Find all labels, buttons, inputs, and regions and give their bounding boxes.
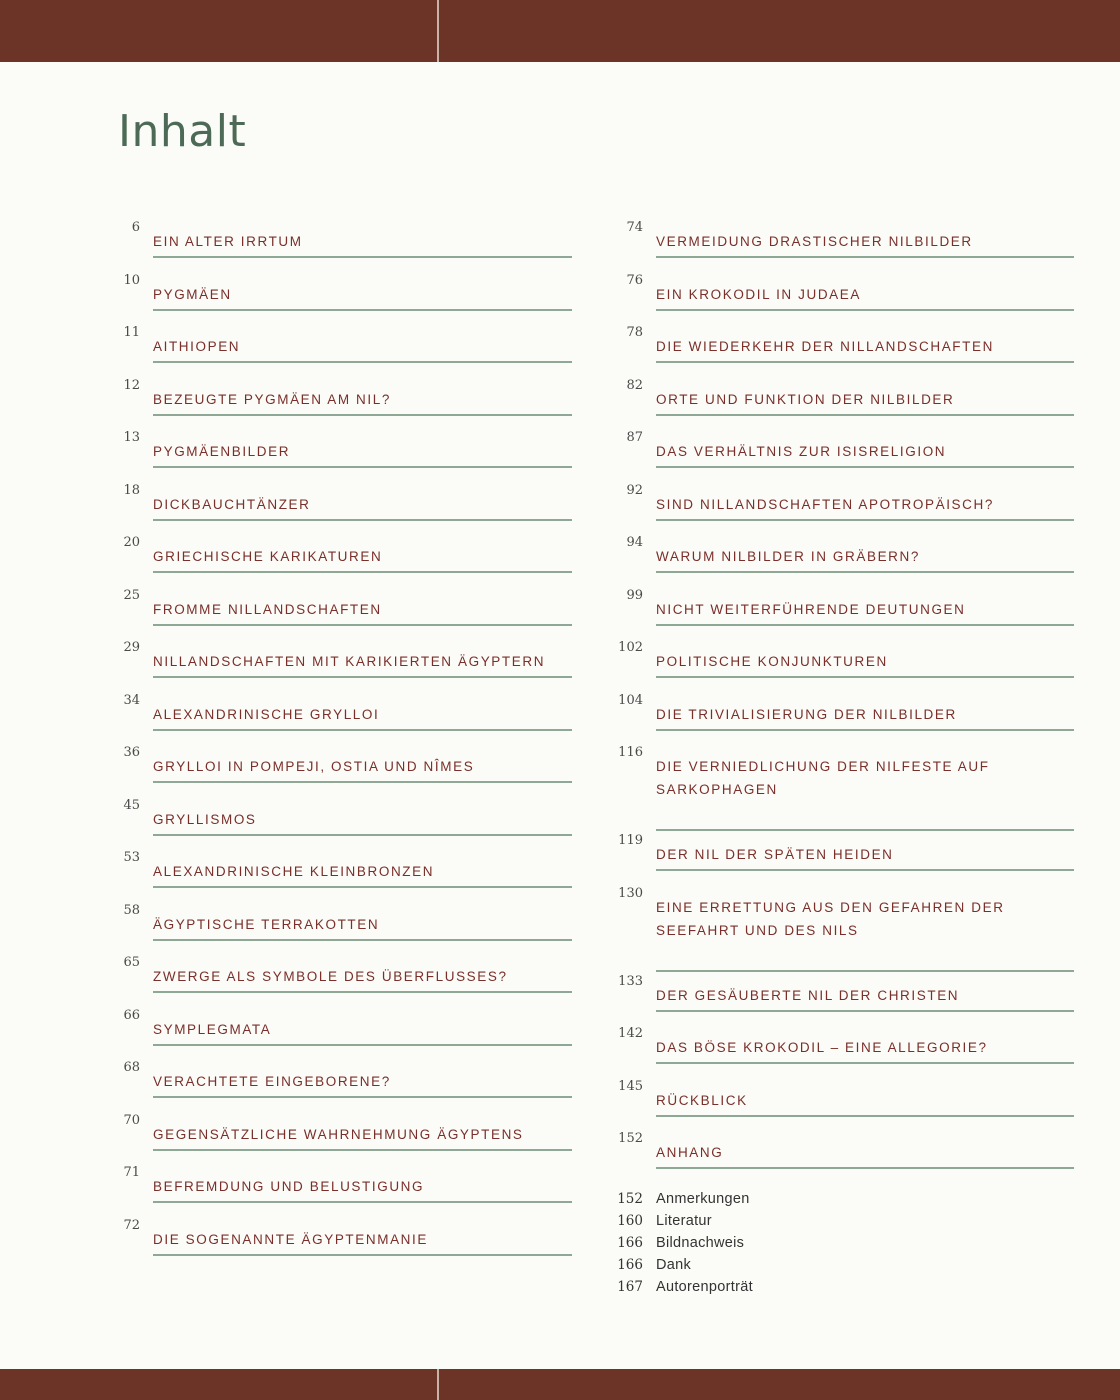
toc-entry-title: VERACHTETE EINGEBORENE? <box>153 1058 572 1098</box>
toc-page-number: 72 <box>123 1217 140 1233</box>
toc-entry[interactable] <box>100 1216 572 1269</box>
toc-entry[interactable] <box>603 884 1074 972</box>
toc-entry[interactable] <box>100 638 572 691</box>
toc-entry[interactable] <box>603 1024 1074 1077</box>
toc-entry-title: ORTE UND FUNKTION DER NILBILDER <box>656 376 1074 416</box>
toc-entry[interactable] <box>100 481 572 534</box>
toc-entry-title: DER GESÄUBERTE NIL DER CHRISTEN <box>656 972 1074 1012</box>
toc-entry-title: PYGMÄEN <box>153 271 572 311</box>
toc-entry[interactable] <box>100 691 572 744</box>
bottom-band-divider <box>437 1369 439 1400</box>
toc-entry[interactable] <box>603 271 1074 324</box>
appendix-page-number: 152 <box>617 1190 643 1207</box>
toc-entry[interactable] <box>603 638 1074 691</box>
appendix-item[interactable] <box>603 1254 1074 1276</box>
toc-page-number: 12 <box>123 377 140 393</box>
toc-page-number: 65 <box>123 955 140 970</box>
appendix-page-number: 166 <box>617 1234 643 1251</box>
toc-page-number: 92 <box>626 482 643 498</box>
toc-entry-title: VERMEIDUNG DRASTISCHER NILBILDER <box>656 218 1074 258</box>
toc-page-number: 87 <box>626 430 643 445</box>
toc-entry-title: ANHANG <box>656 1129 1074 1169</box>
toc-entry-title: BEFREMDUNG UND BELUSTIGUNG <box>153 1163 572 1203</box>
appendix-label: Autorenporträt <box>656 1278 753 1295</box>
toc-page-number: 71 <box>123 1165 140 1180</box>
toc-entry-title: GRYLLOI IN POMPEJI, OSTIA UND NÎMES <box>153 743 572 783</box>
toc-page-number: 130 <box>618 885 643 901</box>
appendix-item[interactable] <box>603 1276 1074 1298</box>
toc-entry-title: DAS VERHÄLTNIS ZUR ISISRELIGION <box>656 428 1074 468</box>
toc-page-number: 58 <box>123 902 140 918</box>
toc-entry-title: ALEXANDRINISCHE KLEINBRONZEN <box>153 848 572 888</box>
toc-page-number: 133 <box>618 973 643 989</box>
toc-page-number: 66 <box>123 1007 140 1023</box>
toc-page-number: 18 <box>123 482 140 498</box>
toc-entry-title: ZWERGE ALS SYMBOLE DES ÜBERFLUSSES? <box>153 953 572 993</box>
toc-page-number: 82 <box>626 377 643 393</box>
toc-entry[interactable] <box>100 796 572 849</box>
appendix-label: Bildnachweis <box>656 1234 745 1251</box>
toc-entry[interactable] <box>100 428 572 481</box>
toc-entry[interactable] <box>603 1129 1074 1182</box>
toc-entry-title: NICHT WEITERFÜHRENDE DEUTUNGEN <box>656 586 1074 626</box>
toc-entry-title: ALEXANDRINISCHE GRYLLOI <box>153 691 572 731</box>
toc-entry[interactable] <box>100 848 572 901</box>
toc-entry-title: DICKBAUCHTÄNZER <box>153 481 572 521</box>
toc-entry-title: DIE SOGENANNTE ÄGYPTENMANIE <box>153 1216 572 1256</box>
appendix-label: Dank <box>656 1256 692 1273</box>
appendix-page-number: 166 <box>617 1256 643 1273</box>
toc-entry-title: AITHIOPEN <box>153 323 572 363</box>
toc-page-number: 11 <box>123 325 140 340</box>
toc-entry-title: DIE VERNIEDLICHUNG DER NILFESTE AUF SARKOPHAGEN <box>656 743 1074 831</box>
toc-page-number: 25 <box>123 587 140 603</box>
toc-page-number: 45 <box>123 797 140 813</box>
toc-entry-title: DER NIL DER SPÄTEN HEIDEN <box>656 831 1074 871</box>
toc-entry[interactable] <box>603 481 1074 534</box>
appendix-label: Literatur <box>656 1212 712 1229</box>
toc-entry[interactable] <box>603 691 1074 744</box>
toc-entry[interactable] <box>100 586 572 639</box>
appendix-page-number: 160 <box>617 1212 643 1229</box>
toc-page-number: 34 <box>123 692 140 708</box>
toc-entry[interactable] <box>100 218 572 271</box>
toc-entry[interactable] <box>603 743 1074 831</box>
toc-entry-title: DIE WIEDERKEHR DER NILLANDSCHAFTEN <box>656 323 1074 363</box>
toc-entry-title: SYMPLEGMATA <box>153 1006 572 1046</box>
toc-page-number: 68 <box>123 1060 140 1075</box>
toc-entry[interactable] <box>603 533 1074 586</box>
toc-page-number: 20 <box>123 535 140 550</box>
toc-entry[interactable] <box>100 953 572 1006</box>
toc-entry[interactable] <box>100 323 572 376</box>
toc-entry[interactable] <box>603 831 1074 884</box>
toc-page-number: 145 <box>618 1078 643 1094</box>
toc-entry-title: DAS BÖSE KROKODIL – EINE ALLEGORIE? <box>656 1024 1074 1064</box>
toc-page-number: 78 <box>626 325 643 340</box>
toc-entry-title: WARUM NILBILDER IN GRÄBERN? <box>656 533 1074 573</box>
top-band <box>0 0 1120 62</box>
appendix-item[interactable] <box>603 1232 1074 1254</box>
toc-entry-title: POLITISCHE KONJUNKTUREN <box>656 638 1074 678</box>
toc-entry[interactable] <box>603 218 1074 271</box>
appendix-item[interactable] <box>603 1210 1074 1232</box>
toc-entry-title: EINE ERRETTUNG AUS DEN GEFAHREN DER SEEFAHRT UND DES NILS <box>656 884 1074 972</box>
toc-entry[interactable] <box>100 271 572 324</box>
toc-entry-title: PYGMÄENBILDER <box>153 428 572 468</box>
appendix-item[interactable] <box>603 1188 1074 1210</box>
toc-entry[interactable] <box>603 323 1074 376</box>
toc-entry-title: BEZEUGTE PYGMÄEN AM NIL? <box>153 376 572 416</box>
toc-entry[interactable] <box>603 1077 1074 1130</box>
page-title: Inhalt <box>118 106 247 157</box>
appendix-list <box>603 1188 1074 1298</box>
top-band-divider <box>437 0 439 62</box>
toc-page-number: 94 <box>626 535 643 550</box>
toc-entry[interactable] <box>100 1058 572 1111</box>
toc-entry-title: SIND NILLANDSCHAFTEN APOTROPÄISCH? <box>656 481 1074 521</box>
appendix-label: Anmerkungen <box>656 1190 750 1207</box>
toc-entry-title: FROMME NILLANDSCHAFTEN <box>153 586 572 626</box>
toc-entry[interactable] <box>603 972 1074 1025</box>
toc-page-number: 152 <box>618 1131 643 1146</box>
toc-entry-title: EIN KROKODIL IN JUDAEA <box>656 271 1074 311</box>
toc-entry-title: EIN ALTER IRRTUM <box>153 218 572 258</box>
toc-entry-title: DIE TRIVIALISIERUNG DER NILBILDER <box>656 691 1074 731</box>
toc-entry[interactable] <box>100 533 572 586</box>
toc-entry-title: GRYLLISMOS <box>153 796 572 836</box>
toc-page-number: 116 <box>618 745 643 760</box>
toc-entry[interactable] <box>100 743 572 796</box>
toc-entry[interactable] <box>603 586 1074 639</box>
toc-entry[interactable] <box>100 1006 572 1059</box>
toc-entry[interactable] <box>100 376 572 429</box>
toc-entry[interactable] <box>100 1111 572 1164</box>
bottom-band <box>0 1369 1120 1400</box>
toc-right-column <box>603 218 1074 1298</box>
toc-page-number: 70 <box>123 1112 140 1128</box>
toc-entry-title: RÜCKBLICK <box>656 1077 1074 1117</box>
toc-page-number: 104 <box>618 692 643 708</box>
toc-entry-title: NILLANDSCHAFTEN MIT KARIKIERTEN ÄGYPTERN <box>153 638 572 678</box>
toc-page-number: 36 <box>123 745 140 760</box>
toc-page-number: 99 <box>626 587 643 603</box>
toc-page-number: 142 <box>618 1026 643 1041</box>
toc-page-number: 10 <box>123 272 140 288</box>
toc-page-number: 102 <box>618 640 643 655</box>
toc-left-column <box>100 218 572 1268</box>
toc-page-number: 74 <box>626 220 643 235</box>
toc-page-number: 53 <box>123 850 140 865</box>
toc-entry-title: ÄGYPTISCHE TERRAKOTTEN <box>153 901 572 941</box>
toc-entry[interactable] <box>100 901 572 954</box>
toc-entry-title: GEGENSÄTZLICHE WAHRNEHMUNG ÄGYPTENS <box>153 1111 572 1151</box>
toc-entry[interactable] <box>603 428 1074 481</box>
toc-page-number: 29 <box>123 640 140 655</box>
toc-page-number: 13 <box>123 430 140 445</box>
toc-page-number: 6 <box>131 220 140 235</box>
toc-page-number: 76 <box>626 272 643 288</box>
toc-entry[interactable] <box>603 376 1074 429</box>
toc-entry[interactable] <box>100 1163 572 1216</box>
appendix-page-number: 167 <box>617 1278 643 1295</box>
toc-entry-title: GRIECHISCHE KARIKATUREN <box>153 533 572 573</box>
toc-page-number: 119 <box>618 833 643 848</box>
